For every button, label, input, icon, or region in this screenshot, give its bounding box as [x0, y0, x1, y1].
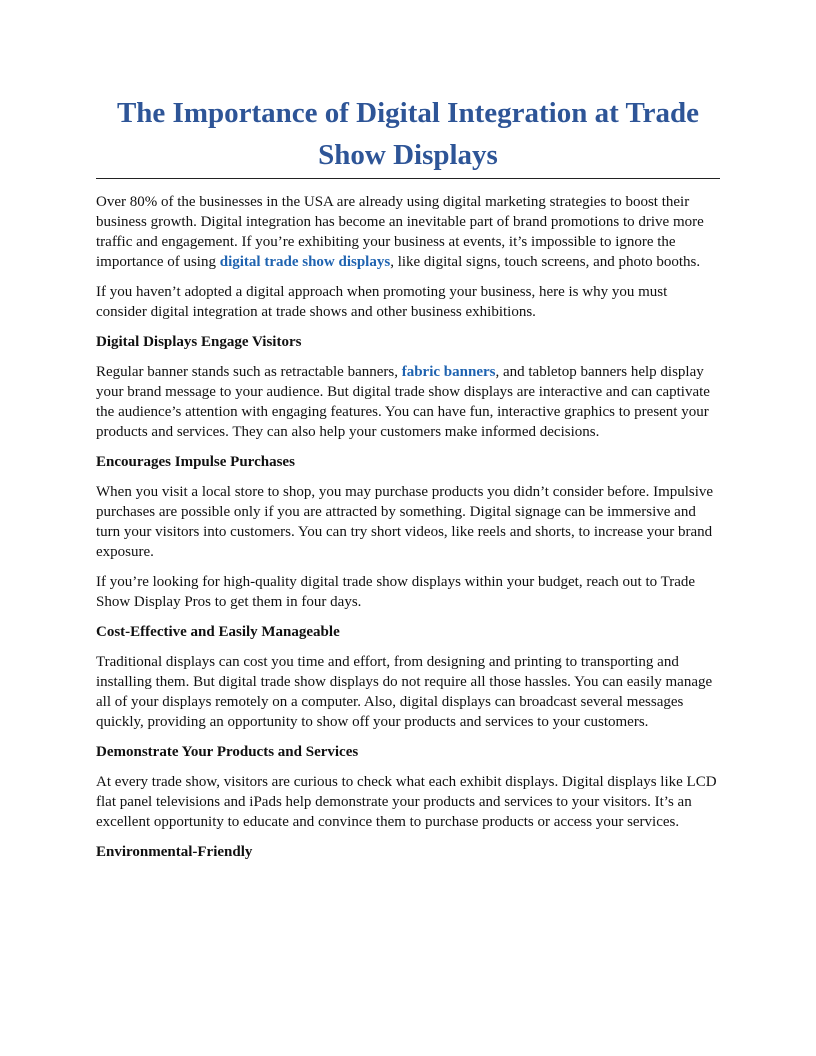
- impulse-paragraph-1: When you visit a local store to shop, you may purchase products you didn’t consider before. Impulsive purchases are possible only if you are attracted by something. Digital signage can be immersive and turn your visitors into customers. You can try short videos, like reels and shorts, to increase your brand exposure.: [96, 484, 714, 560]
- engage-text-after: , and tabletop banners help display your brand message to your audience. But digital trade show displays are interactive and can captivate the audience’s attention with engaging features. You can have fun, interactive graphics to present your products and services. They can also help your customers make informed decisions.: [96, 364, 710, 440]
- heading-environmental-friendly: Environmental-Friendly: [96, 844, 253, 860]
- intro-paragraph-1: [96, 192, 720, 272]
- document-body: [96, 192, 720, 862]
- heading-digital-displays-engage: Digital Displays Engage Visitors: [96, 334, 302, 350]
- intro-p1-text-before: Over 80% of the businesses in the USA are already using digital marketing strategies to boost their business growth. Digital integration has become an inevitable part of brand promotions to drive more traffic and engagement. If you’re exhibiting your business at events, it’s impossible to ignore the importance of using: [96, 194, 704, 270]
- document-page: [96, 92, 720, 872]
- demo-paragraph: At every trade show, visitors are curious to check what each exhibit displays. Digital displays like LCD flat panel televisions and iPads help demonstrate your products and services to your visitors. It’s an excellent opportunity to educate and convince them to purchase products or access your services.: [96, 774, 717, 830]
- cost-paragraph: Traditional displays can cost you time and effort, from designing and printing to transporting and installing them. But digital trade show displays do not require all those hassles. You can easily manage all of your displays remotely on a computer. Also, digital displays can broadcast several messages quickly, providing an opportunity to show off your products and services to your customers.: [96, 654, 713, 730]
- document-title: The Importance of Digital Integration at Trade Show Displays: [96, 92, 720, 179]
- digital-trade-show-displays-link[interactable]: digital trade show displays: [219, 254, 391, 270]
- fabric-banners-link[interactable]: fabric banners: [401, 364, 496, 380]
- engage-text-before: Regular banner stands such as retractable banners,: [96, 364, 402, 380]
- heading-demonstrate-products: Demonstrate Your Products and Services: [96, 744, 359, 760]
- impulse-paragraph-2: If you’re looking for high-quality digital trade show displays within your budget, reach out to Trade Show Display Pros to get them in four days.: [96, 574, 696, 610]
- intro-p1-text-after: , like digital signs, touch screens, and photo booths.: [390, 254, 701, 270]
- heading-cost-effective: Cost-Effective and Easily Manageable: [96, 624, 340, 640]
- intro-paragraph-2: If you haven’t adopted a digital approach when promoting your business, here is why you must consider digital integration at trade shows and other business exhibitions.: [96, 284, 668, 320]
- engage-paragraph: [96, 362, 720, 442]
- heading-impulse-purchases: Encourages Impulse Purchases: [96, 454, 295, 470]
